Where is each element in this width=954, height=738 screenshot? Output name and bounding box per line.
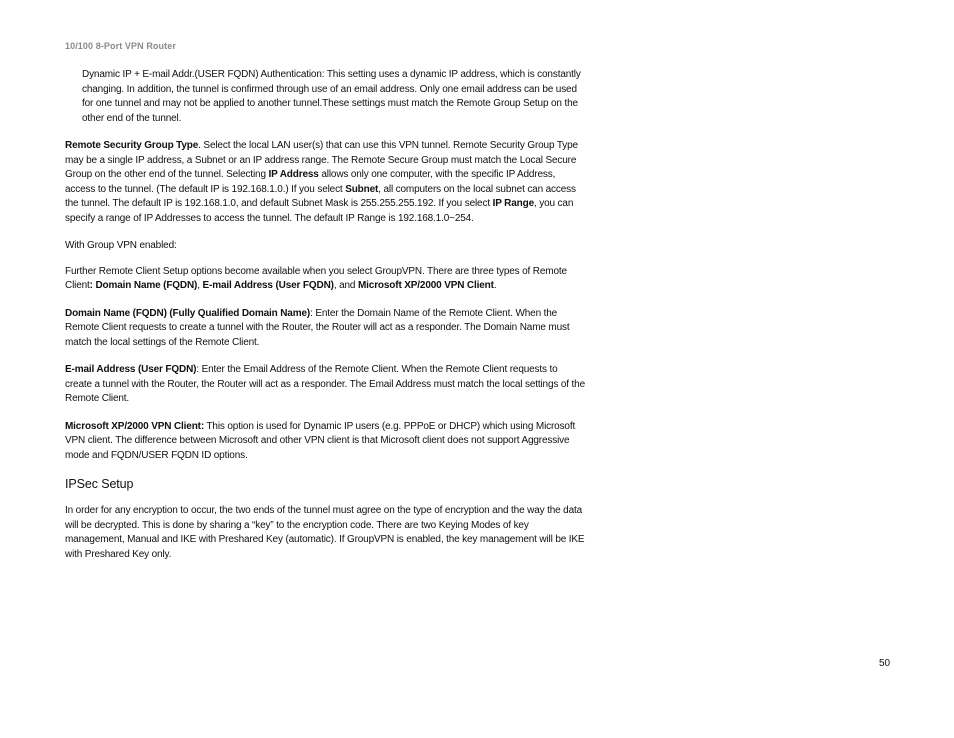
paragraph-email-address-fqdn	[65, 363, 587, 407]
text-segment: .	[493, 280, 497, 291]
paragraph-domain-name-fqdn	[65, 307, 587, 351]
text-segment: allows only one computer, with the specific IP Address, access to the tunnel. (The default IP is 192.168.1.0.) If you select	[65, 169, 556, 195]
text-segment: , and	[333, 280, 358, 291]
text-segment: . Select the local LAN user(s) that can use this VPN tunnel. Remote Security Group Type may be a single IP address, a Subnet or an IP address range. The Remote Secure Group must match the Local Secure Group on the other end of the tunnel. Selecting	[65, 140, 578, 180]
text-segment: : Enter the Email Address of the Remote Client. When the Remote Client requests to create a tunnel with the Router, the Router will act as a responder. The Email Address must match the local settings of the Remote Client.	[65, 364, 585, 404]
paragraph-ipsec-body: In order for any encryption to occur, the two ends of the tunnel must agree on the type of encryption and the way the data will be decrypted. This is done by sharing a “key” to the encryption code. There are two Keying Modes of key management, Manual and IKE with Preshared Key (automatic). If GroupVPN is enabled, the key management will be IKE with Preshared Key only.	[65, 505, 585, 560]
page-number: 50	[879, 658, 891, 669]
page-content	[65, 68, 587, 562]
term-microsoft-xp-client: Microsoft XP/2000 VPN Client:	[65, 420, 205, 432]
term-remote-security-group-type: Remote Security Group Type	[65, 140, 199, 151]
text-segment: , all computers on the local subnet can access the tunnel. The default IP is 192.168.1.0, and default Subnet Mask is 255.255.255.192. If you select	[65, 183, 576, 209]
paragraph-group-vpn-enabled: With Group VPN enabled:	[65, 240, 177, 251]
term-ip-range: IP Range	[492, 198, 534, 209]
paragraph-further-remote-client	[65, 265, 587, 294]
term-microsoft-client: Microsoft XP/2000 VPN Client	[357, 280, 494, 291]
term-domain-name-fqdn: Domain Name (FQDN) (Fully Qualified Domain Name)	[65, 307, 311, 319]
term-domain-name: Domain Name (FQDN)	[95, 280, 198, 291]
term-ip-address: IP Address	[268, 169, 319, 180]
term-subnet: Subnet	[345, 183, 379, 195]
paragraph-remote-security-group	[65, 139, 587, 226]
text-segment: This option is used for Dynamic IP users (e.g. PPPoE or DHCP) which using Microsoft VPN client. The difference between Microsoft and other VPN client is that Microsoft client does not support Aggressive mode and FQDN/USER FQDN ID options.	[65, 420, 576, 461]
text-segment: ,	[197, 280, 203, 291]
paragraph-microsoft-client	[65, 420, 587, 464]
text-segment: Further Remote Client Setup options become available when you select GroupVPN. There are three types of Remote Client	[65, 265, 567, 291]
running-header: 10/100 8-Port VPN Router	[65, 41, 176, 51]
term-email-address-fqdn: E-mail Address (User FQDN)	[65, 364, 197, 375]
term-email-address: E-mail Address (User FQDN)	[202, 280, 334, 291]
text-segment: : Enter the Domain Name of the Remote Client. When the Remote Client requests to create a tunnel with the Router, the Router will act as a responder. The Domain Name must match the local settings of the Remote Client.	[65, 307, 570, 348]
text-segment: , you can specify a range of IP Addresses to access the tunnel. The default IP Range is 192.168.1.0~254.	[65, 198, 574, 224]
section-heading-ipsec-setup: IPSec Setup	[65, 477, 134, 491]
paragraph-dynamic-ip-email: Dynamic IP + E-mail Addr.(USER FQDN) Authentication: This setting uses a dynamic IP address, which is constantly changing. In addition, the tunnel is confirmed through use of an email address. Only one email address can be used for one tunnel and may not be applied to another tunnel.These settings must match the Remote Group Setup on the other end of the tunnel.	[82, 69, 581, 124]
text-colon: :	[89, 280, 96, 291]
